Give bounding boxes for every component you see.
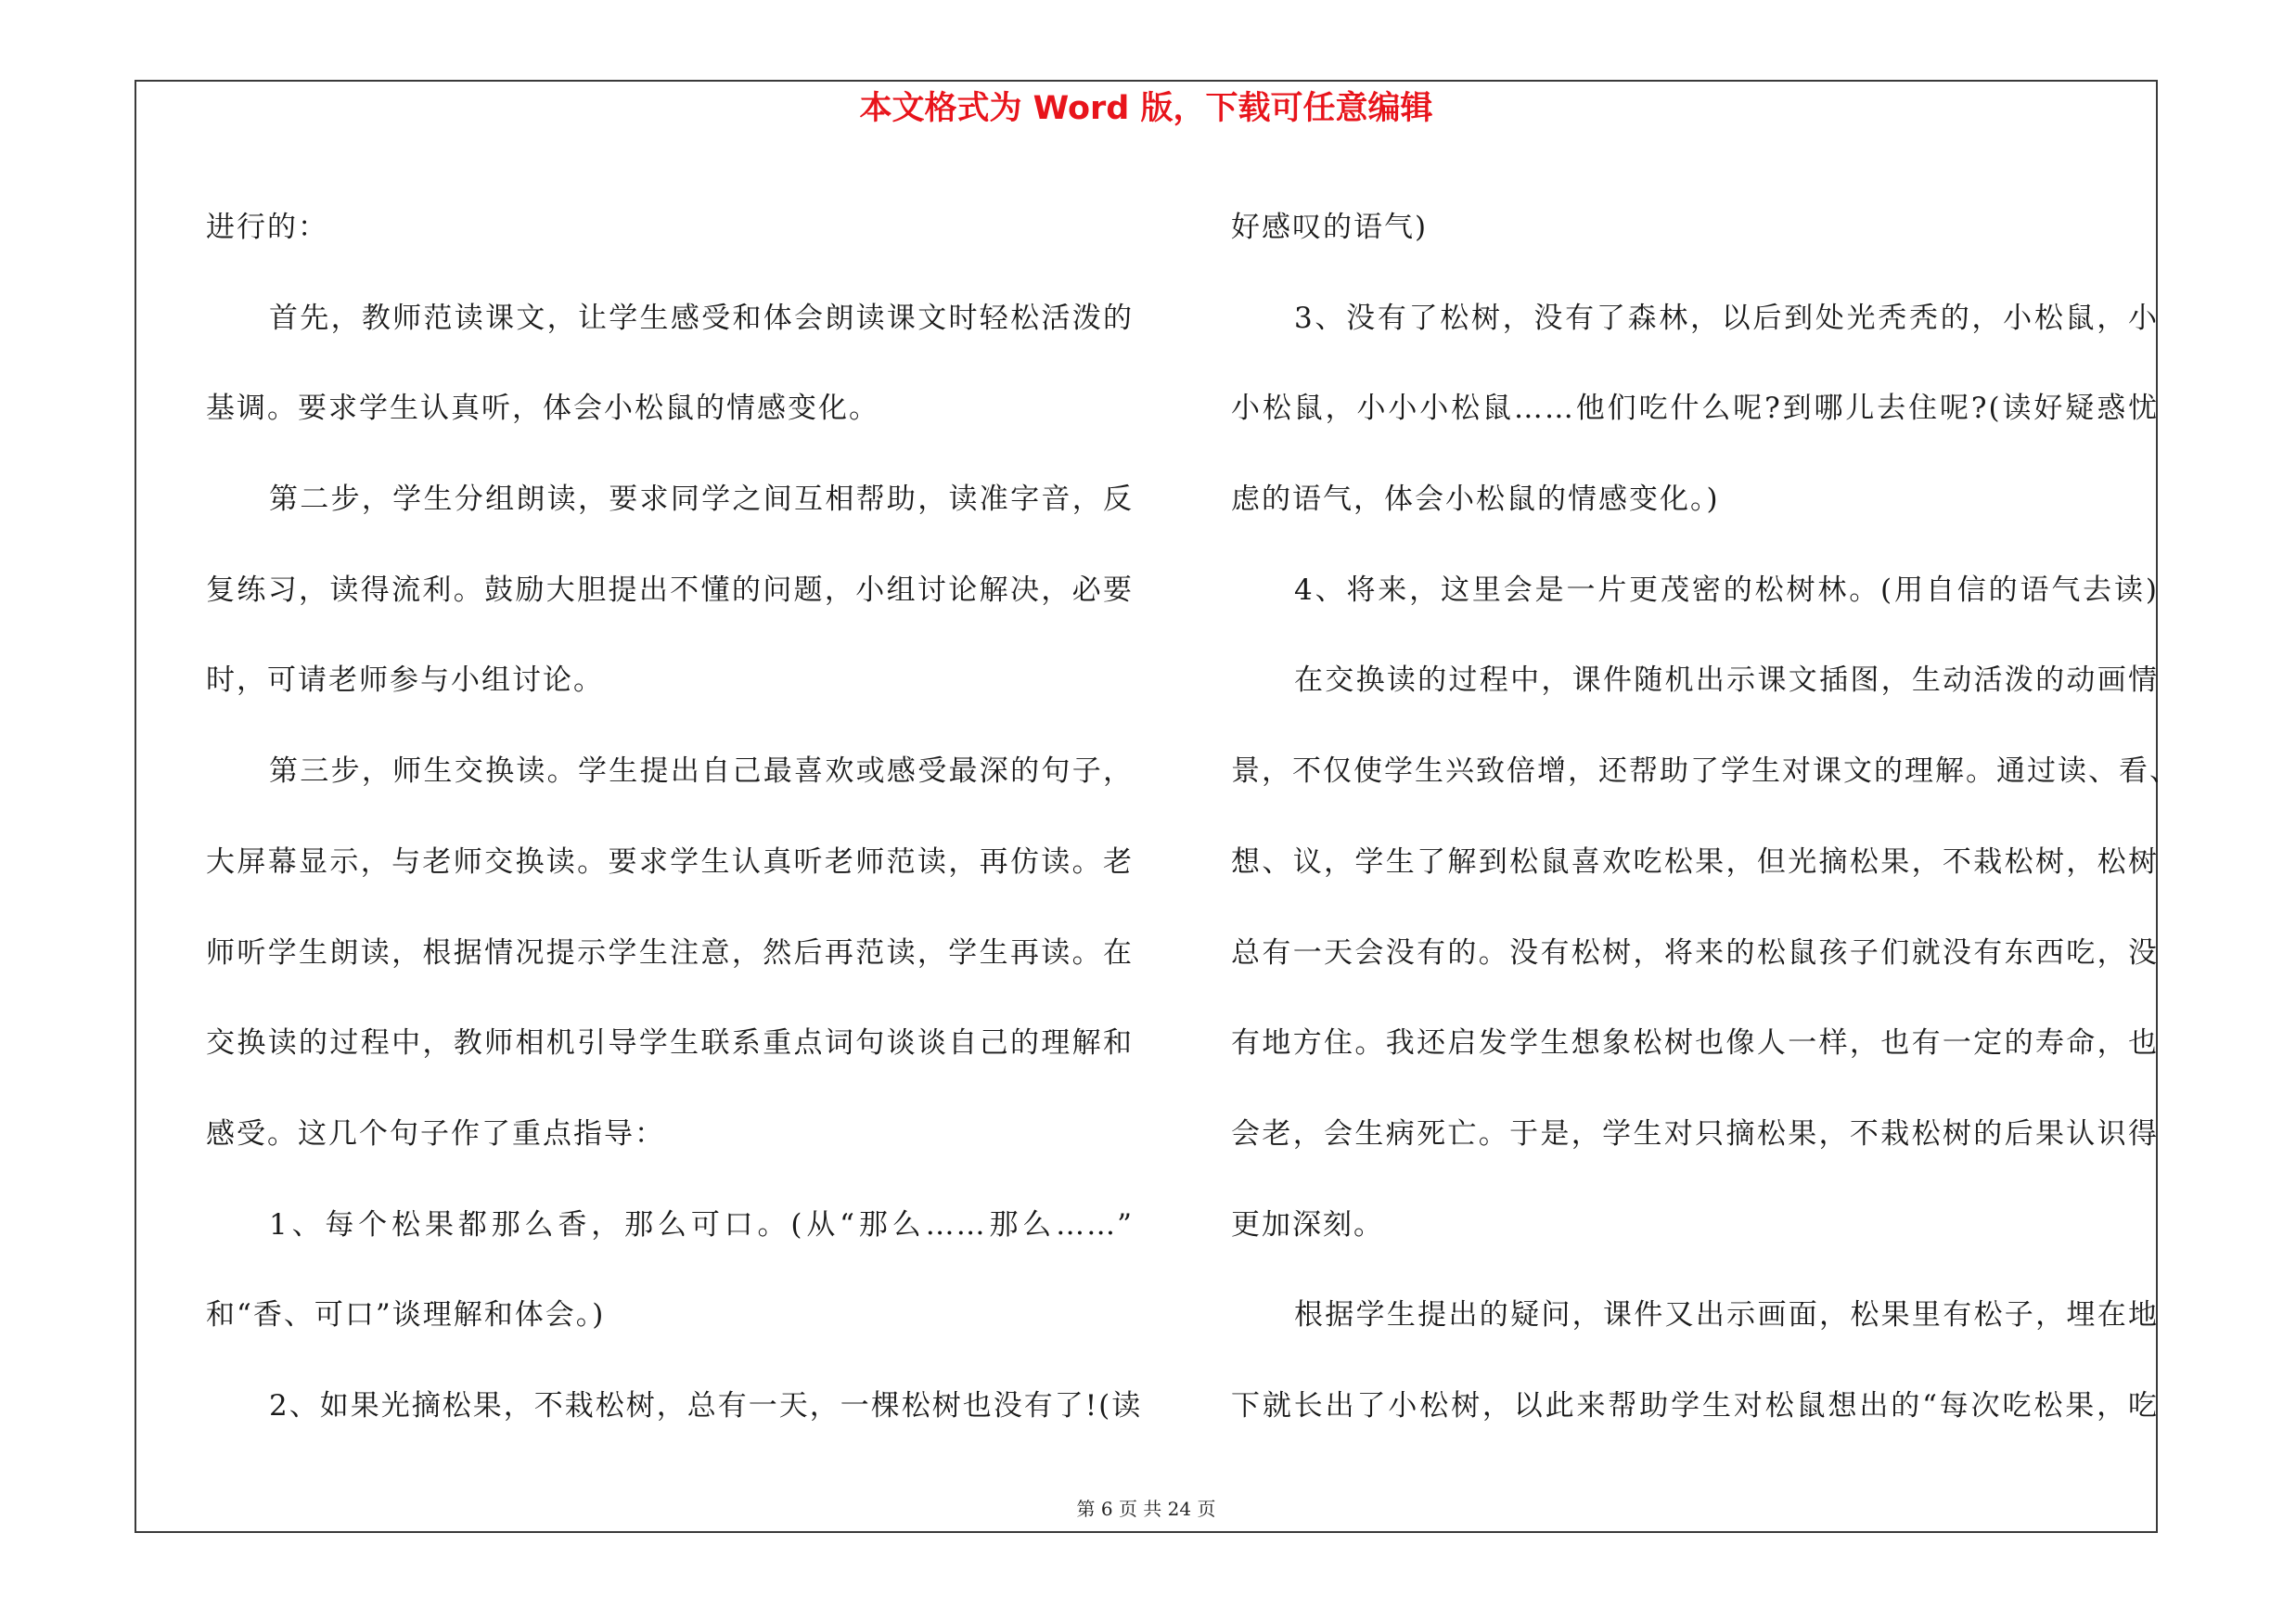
page-footer: 第 6 页 共 24 页: [1076, 1498, 1216, 1520]
text-line: 进行的：: [206, 211, 328, 244]
text-line: 总有一天会没有的。没有松树，将来的松鼠孩子们就没有东西吃，没: [1231, 935, 2159, 970]
text-line: 复练习，读得流利。鼓励大胆提出不懂的问题，小组讨论解决，必要: [206, 573, 1134, 607]
text-line: 3、没有了松树，没有了森林，以后到处光秃秃的，小松鼠，小: [1294, 301, 2159, 335]
text-line: 1、每个松果都那么香，那么可口。(从“那么……那么……”: [269, 1207, 1134, 1242]
text-line: 好感叹的语气): [1231, 211, 1429, 244]
text-line: 第三步，师生交换读。学生提出自己最喜欢或感受最深的句子，: [269, 754, 1134, 789]
text-line: 基调。要求学生认真听，体会小松鼠的情感变化。: [206, 392, 879, 426]
text-line: 2、如果光摘松果，不栽松树，总有一天，一棵松树也没有了!(读: [269, 1388, 1143, 1423]
document-header: 本文格式为 Word 版，下载可任意编辑: [859, 90, 1433, 127]
text-line: 更加深刻。: [1231, 1207, 1384, 1242]
text-line: 时，可请老师参与小组讨论。: [206, 663, 604, 698]
text-line: 在交换读的过程中，课件随机出示课文插图，生动活泼的动画情: [1294, 663, 2159, 698]
text-line: 小松鼠，小小小松鼠……他们吃什么呢?到哪儿去住呢?(读好疑惑忧: [1231, 392, 2159, 426]
text-line: 和“香、可口”谈理解和体会。): [206, 1298, 606, 1333]
text-line: 景，不仅使学生兴致倍增，还帮助了学生对课文的理解。通过读、看、: [1231, 754, 2180, 789]
text-line: 4、将来，这里会是一片更茂密的松树林。(用自信的语气去读): [1294, 573, 2159, 607]
text-line: 会老，会生病死亡。于是，学生对只摘松果，不栽松树的后果认识得: [1231, 1116, 2159, 1151]
text-line: 师听学生朗读，根据情况提示学生注意，然后再范读，学生再读。在: [206, 935, 1134, 970]
text-line: 下就长出了小松树，以此来帮助学生对松鼠想出的“每次吃松果，吃: [1231, 1388, 2159, 1423]
left-column: [206, 183, 1143, 1452]
text-line: 大屏幕显示，与老师交换读。要求学生认真听老师范读，再仿读。老: [206, 844, 1134, 879]
text-line: 根据学生提出的疑问，课件又出示画面，松果里有松子，埋在地: [1294, 1298, 2159, 1333]
text-line: 有地方住。我还启发学生想象松树也像人一样，也有一定的寿命，也: [1231, 1026, 2159, 1061]
text-line: 感受。这几个句子作了重点指导：: [206, 1116, 665, 1151]
text-line: 首先，教师范读课文，让学生感受和体会朗读课文时轻松活泼的: [269, 301, 1134, 335]
text-line: 想、议，学生了解到松鼠喜欢吃松果，但光摘松果，不栽松树，松树: [1231, 844, 2159, 879]
text-line: 虑的语气，体会小松鼠的情感变化。): [1231, 483, 1720, 517]
right-column: [1231, 183, 2180, 1452]
text-line: 交换读的过程中，教师相机引导学生联系重点词句谈谈自己的理解和: [206, 1026, 1134, 1061]
text-line: 第二步，学生分组朗读，要求同学之间互相帮助，读准字音，反: [269, 483, 1134, 517]
